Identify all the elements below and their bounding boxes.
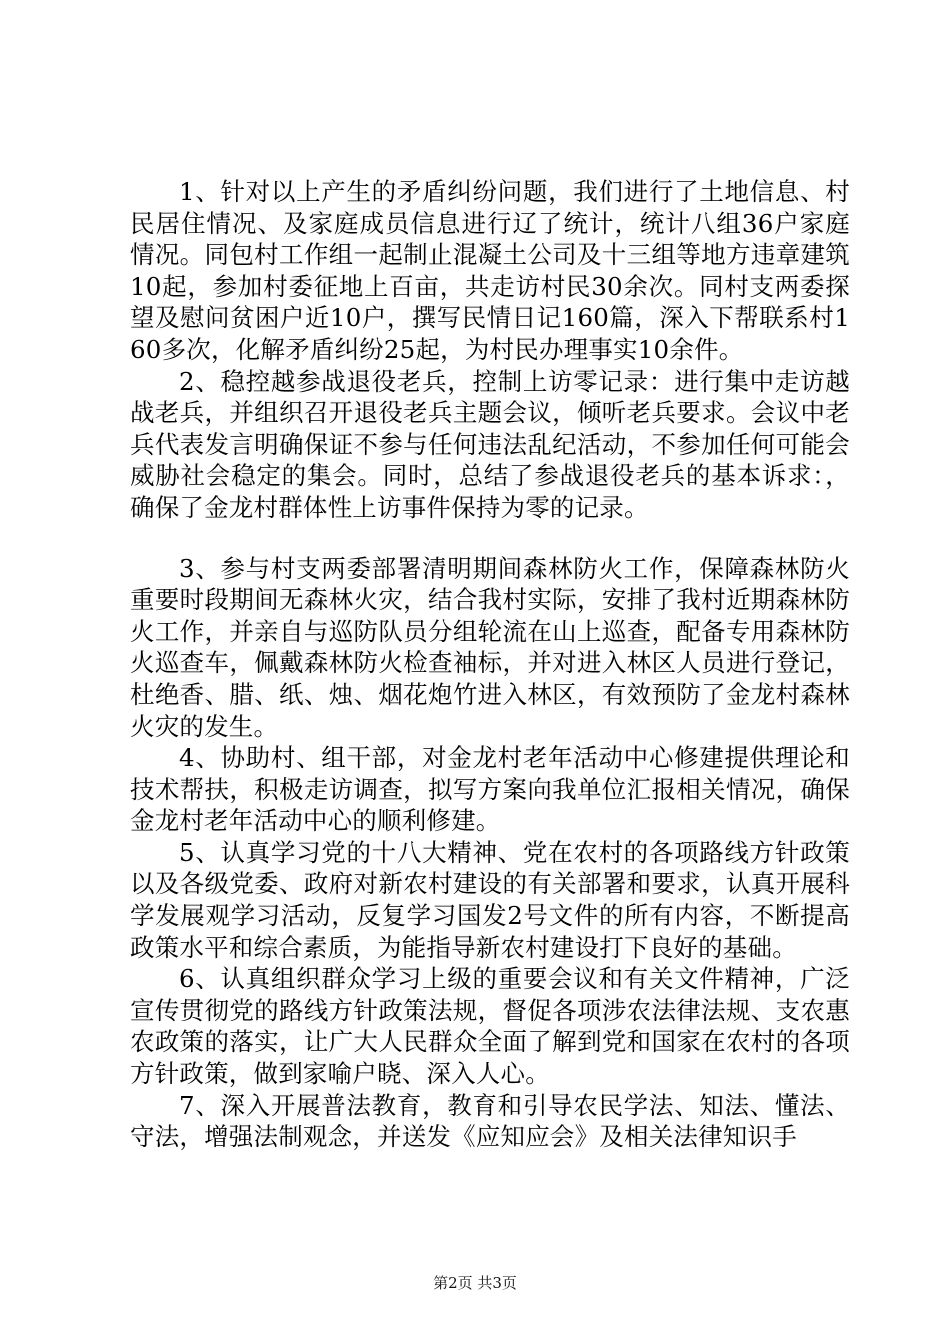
paragraph-5: 5、认真学习党的十八大精神、党在农村的各项路线方针政策以及各级党委、政府对新农村建设的有关部署和要求，认真开展科学发展观学习活动，反复学习国发2号文件的所有内容，不断提高政策水平和综合素质，为能指导新农村建设打下良好的基础。 [130, 837, 850, 962]
paragraph-6: 6、认真组织群众学习上级的重要会议和有关文件精神，广泛宣传贯彻党的路线方针政策法规，督促各项涉农法律法规、支农惠农政策的落实，让广大人民群众全面了解到党和国家在农村的各项方针政策，做到家喻户晓、深入人心。 [130, 964, 850, 1089]
paragraph-2: 2、稳控越参战退役老兵，控制上访零记录：进行集中走访越战老兵，并组织召开退役老兵主题会议，倾听老兵要求。会议中老兵代表发言明确保证不参与任何违法乱纪活动，不参加任何可能会威胁社会稳定的集会。同时，总结了参战退役老兵的基本诉求：，确保了金龙村群体性上访事件保持为零的记录。 [130, 366, 850, 522]
paragraph-7: 7、深入开展普法教育，教育和引导农民学法、知法、懂法、守法，增强法制观念，并送发《应知应会》及相关法律知识手 [130, 1090, 850, 1152]
paragraph-1: 1、针对以上产生的矛盾纠纷问题，我们进行了土地信息、村民居住情况、及家庭成员信息进行辽了统计，统计八组36户家庭情况。同包村工作组一起制止混凝土公司及十三组等地方违章建筑10起，参加村委征地上百亩，共走访村民30余次。同村支两委探望及慰问贫困户近10户，撰写民情日记160篇，深入下帮联系村160多次，化解矛盾纠纷25起，为村民办理事实10余件。 [130, 177, 850, 364]
page-number-indicator: 第2页 共3页 [433, 1274, 517, 1292]
document-body [130, 176, 850, 1153]
page-footer [0, 1273, 950, 1293]
paragraph-4: 4、协助村、组干部，对金龙村老年活动中心修建提供理论和技术帮扶，积极走访调查，拟写方案向我单位汇报相关情况，确保金龙村老年活动中心的顺利修建。 [130, 743, 850, 836]
paragraph-3: 3、参与村支两委部署清明期间森林防火工作，保障森林防火重要时段期间无森林火灾，结合我村实际，安排了我村近期森林防火工作，并亲自与巡防队员分组轮流在山上巡查，配备专用森林防火巡查车，佩戴森林防火检查袖标，并对进入林区人员进行登记，杜绝香、腊、纸、烛、烟花炮竹进入林区，有效预防了金龙村森林火灾的发生。 [130, 553, 850, 741]
